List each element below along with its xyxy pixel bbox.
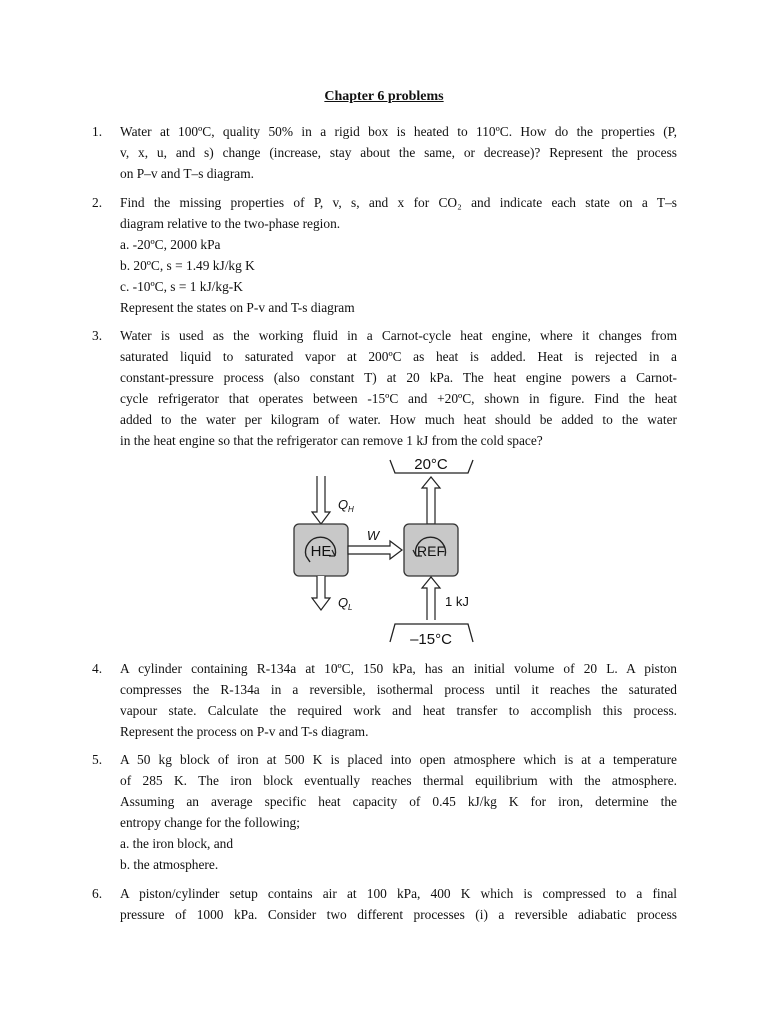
heat-engine-refrigerator-diagram	[285, 452, 485, 648]
problem-text	[120, 325, 677, 451]
problem-number: 4.	[92, 661, 103, 676]
heat-input-label: Q	[338, 497, 349, 512]
cold-reservoir-label: –15°C	[410, 631, 452, 648]
problem-number: 6.	[92, 886, 103, 901]
text-line: A piston/cylinder setup contains air at 100 kPa, 400 K which is compressed to a final	[120, 886, 677, 901]
text-line: Water at 100ºC, quality 50% in a rigid box is heated to 110ºC. How do the properties (P,	[120, 124, 677, 139]
heat-engine-label: HE	[310, 543, 332, 560]
problem-number: 1.	[92, 124, 103, 139]
problem-2	[92, 192, 677, 318]
cold-heat-label: 1 kJ	[445, 594, 469, 609]
text-line: vapour state. Calculate the required work and heat transfer to accomplish this process.	[120, 703, 677, 718]
problem-1	[92, 121, 677, 184]
problem-text	[120, 192, 677, 318]
heat-input-subscript: H	[348, 505, 354, 514]
text-line: cycle refrigerator that operates between -15ºC and +20ºC, shown in figure. Find the heat	[120, 391, 677, 406]
text-line: compresses the R-134a in a reversible, isothermal process until it reaches the saturated	[120, 682, 677, 697]
sub-item: a. the iron block, and	[120, 836, 234, 851]
text-line: pressure of 1000 kPa. Consider two different processes (i) a reversible adiabatic process	[120, 907, 677, 922]
sub-item: b. the atmosphere.	[120, 857, 219, 872]
sub-item: c. -10ºC, s = 1 kJ/kg-K	[120, 279, 243, 294]
text-line: Find the missing properties of P, v, s, and x for CO₂ and indicate each state on a T–s	[120, 195, 677, 210]
text-line: Assuming an average specific heat capacity of 0.45 kJ/kg K for iron, determine the	[120, 794, 677, 809]
text-line: Water is used as the working fluid in a Carnot-cycle heat engine, where it changes from	[120, 328, 677, 343]
work-arrow	[348, 541, 402, 559]
cold-reservoir	[390, 624, 473, 648]
sub-item: b. 20ºC, s = 1.49 kJ/kg K	[120, 258, 255, 273]
refrigerator-label: REF	[417, 543, 445, 559]
text-line: constant-pressure process (also constant T) at 20 kPa. The heat engine powers a Carnot-	[120, 370, 677, 385]
sub-item: Represent the states on P-v and T-s diagram	[120, 300, 355, 315]
heat-input-arrow	[312, 476, 330, 524]
heat-engine-box	[294, 524, 348, 576]
heat-output-arrow	[312, 576, 330, 610]
cold-heat-arrow	[422, 577, 440, 620]
hot-reservoir-label: 20°C	[414, 456, 448, 473]
text-line: diagram relative to the two-phase region.	[120, 216, 341, 231]
problem-number: 2.	[92, 195, 103, 210]
problem-number: 3.	[92, 328, 103, 343]
hot-reservoir	[390, 456, 473, 473]
text-line: entropy change for the following;	[120, 815, 300, 830]
text-line: A cylinder containing R-134a at 10ºC, 150 kPa, has an initial volume of 20 L. A piston	[120, 661, 677, 676]
work-label: W	[366, 528, 380, 543]
problem-text	[120, 658, 677, 742]
text-line: of 285 K. The iron block eventually reaches thermal equilibrium with the atmosphere.	[120, 773, 677, 788]
problem-6	[92, 883, 677, 925]
sub-item: a. -20ºC, 2000 kPa	[120, 237, 221, 252]
text-line: Represent the process on P-v and T-s diagram.	[120, 724, 369, 739]
text-line: added to the water per kilogram of water. How much heat should be added to the water	[120, 412, 677, 427]
problem-3	[92, 325, 677, 451]
text-line: A 50 kg block of iron at 500 K is placed into open atmosphere which is at a temperature	[120, 752, 677, 767]
problem-text	[120, 883, 677, 925]
problem-4	[92, 658, 677, 742]
problem-text	[120, 121, 677, 184]
page-title: Chapter 6 problems	[324, 89, 444, 104]
heat-output-subscript: L	[348, 603, 353, 612]
heat-output-label: Q	[338, 595, 349, 610]
text-line: on P–v and T–s diagram.	[120, 166, 255, 181]
heat-rejected-arrow	[422, 477, 440, 524]
refrigerator-box	[404, 524, 458, 576]
text-line: v, x, u, and s) change (increase, stay about the same, or decrease)? Represent the process	[120, 145, 677, 160]
text-line: saturated liquid to saturated vapor at 200ºC as heat is added. Heat is rejected in a	[120, 349, 677, 364]
problem-text	[120, 749, 677, 875]
text-line: in the heat engine so that the refrigerator can remove 1 kJ from the cold space?	[120, 433, 543, 448]
problem-5	[92, 749, 677, 875]
problem-number: 5.	[92, 752, 103, 767]
